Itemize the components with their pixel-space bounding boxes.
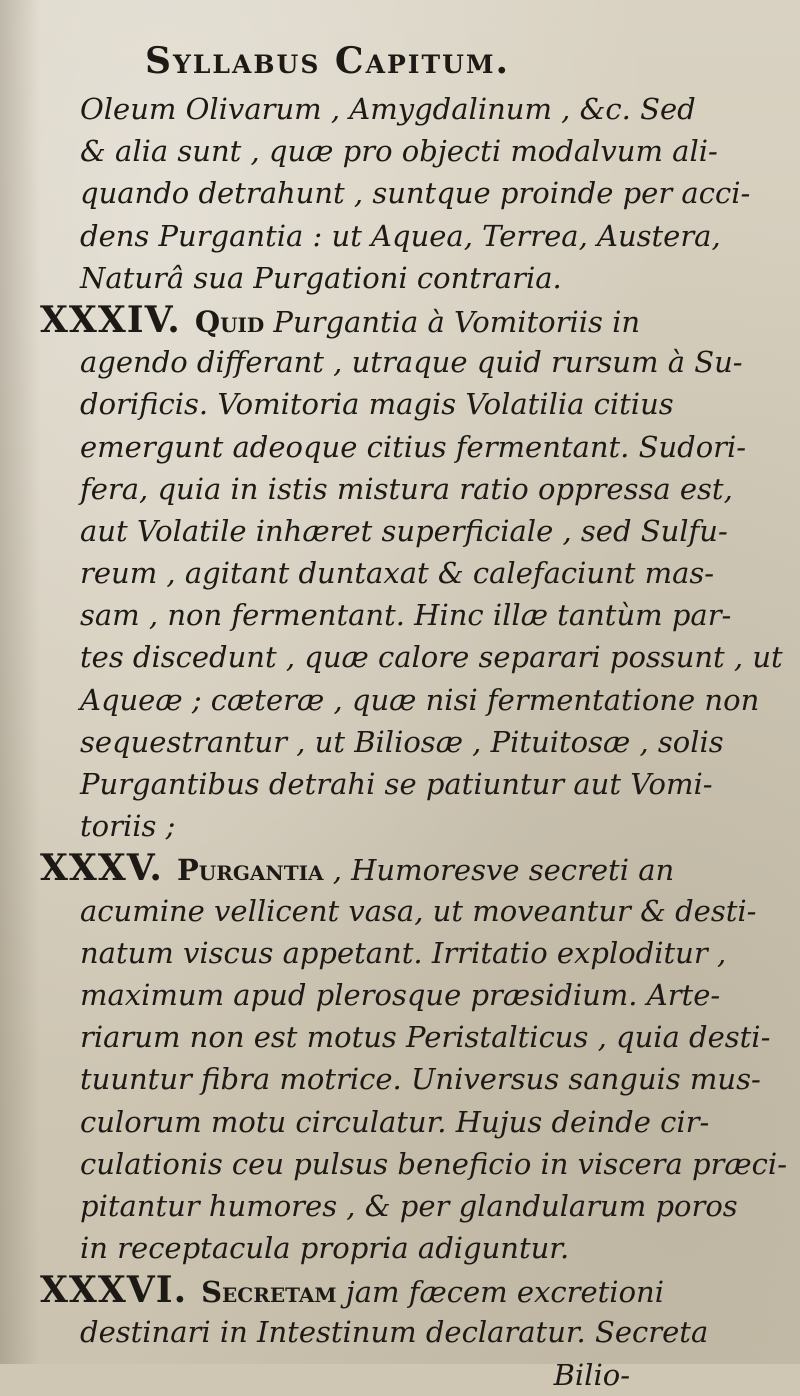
text-line: & alia sunt , quæ pro objecti modalvum ali- [80, 134, 718, 169]
text-line: Purgantibus detrahi se patiuntur aut Vomi- [80, 767, 713, 801]
text-line: aut Volatile inhæret superficiale , sed Sulfu- [80, 513, 728, 548]
text-line: destinari in Intestinum declaratur. Secreta [80, 1315, 709, 1350]
text-line: agendo differant , utraque quid rursum à Su- [80, 345, 743, 380]
text-line: quando detrahunt , suntque proinde per acci- [80, 176, 751, 211]
text-line: tuuntur fibra motrice. Universus sanguis mus- [80, 1062, 761, 1097]
lead-word: Secretam [201, 1275, 337, 1310]
text-line: dorificis. Vomitoria magis Volatilia citius [80, 387, 674, 422]
text-line-first [40, 1269, 780, 1311]
paragraph-xxxvi [40, 1269, 780, 1396]
text-fragment: , Humoresve secreti an [323, 853, 675, 888]
paragraph-intro [40, 88, 780, 299]
section-numeral: XXXV. [40, 847, 163, 890]
section-numeral: XXXIV. [40, 298, 181, 341]
text-line: natum viscus appetant. Irritatio exploditur , [80, 935, 727, 970]
text-line: culorum motu circulatur. Hujus deinde cir- [80, 1104, 710, 1139]
text-line: pitantur humores , & per glandularum poros [80, 1188, 738, 1223]
text-line: acumine vellicent vasa, ut moveantur & desti- [80, 893, 757, 928]
text-fragment: Purgantia à Vomitoriis in [264, 304, 641, 339]
text-line: riarum non est motus Peristalticus , quia desti- [80, 1020, 771, 1055]
text-line-first [40, 847, 780, 889]
text-line: sequestrantur , ut Biliosæ , Pituitosæ , solis [80, 724, 724, 759]
section-numeral: XXXVI. [40, 1269, 188, 1312]
text-fragment: jam fæcem excretioni [336, 1275, 664, 1310]
text-line-first [40, 299, 780, 341]
text-line: culationis ceu pulsus beneficio in viscera præci- [80, 1146, 787, 1181]
catchword: Bilio- [553, 1357, 630, 1392]
text-line: maximum apud plerosque præsidium. Arte- [80, 977, 721, 1012]
text-line: Oleum Olivarum , Amygdalinum , &c. Sed [80, 92, 696, 126]
text-line: Aqueæ ; cæteræ , quæ nisi fermentatione non [80, 682, 760, 717]
text-line: fera, quia in istis mistura ratio oppressa est, [80, 471, 733, 506]
text-line: dens Purgantia : ut Aquea, Terrea, Austera, [80, 218, 721, 253]
page-gutter-shadow [0, 0, 40, 1364]
text-line: Naturâ sua Purgationi contraria. [80, 260, 562, 295]
body-text [40, 88, 787, 1396]
running-head: Syllabus Capitum. [145, 40, 511, 82]
text-line: toriis ; [80, 809, 176, 844]
lead-word: Purgantia [176, 853, 324, 888]
text-line: reum , agitant duntaxat & calefaciunt mas- [80, 556, 715, 591]
paragraph-xxxv [40, 847, 787, 1269]
lead-word: Quid [194, 304, 265, 339]
paragraph-xxxiv [40, 298, 783, 847]
text-line: emergunt adeoque citius fermentant. Sudori- [80, 429, 747, 464]
text-line: sam , non fermentant. Hinc illæ tantùm par- [80, 598, 732, 633]
text-line: in receptacula propria adiguntur. [80, 1231, 570, 1266]
text-line: tes discedunt , quæ calore separari possunt , ut [80, 640, 783, 675]
